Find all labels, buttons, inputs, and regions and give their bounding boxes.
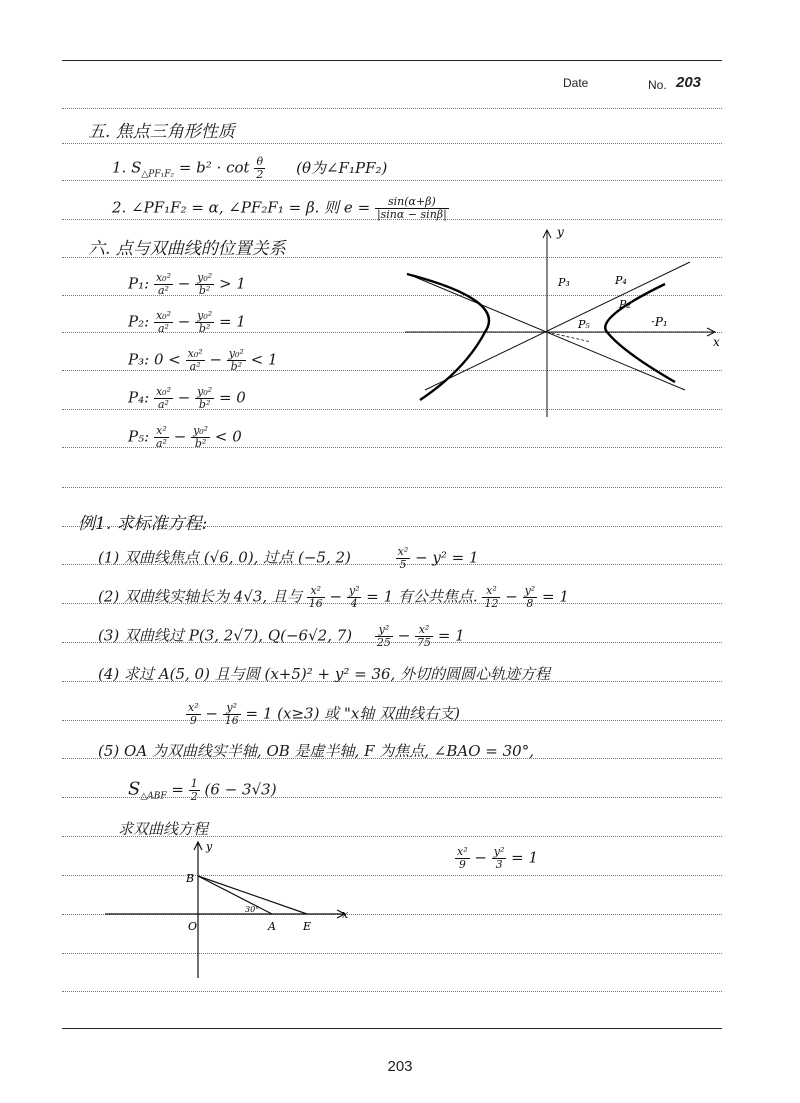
- point-e-label: E: [303, 920, 312, 933]
- question-5-task: 求双曲线方程: [118, 820, 209, 838]
- ruled-line: [62, 143, 722, 144]
- section5-title: 五. 焦点三角形性质: [88, 122, 235, 142]
- top-rule: [62, 60, 722, 61]
- position-row-p4: P₄: $\frac{\text{x₀²}}{\text{a²}}$ − $\frac{\text{y₀²}}{\text{b²}}$ = 0: [128, 385, 246, 411]
- question-5: (5) OA 为双曲线实半轴, OB 是虚半轴, F 为焦点, ∠BAO = 30°,: [98, 742, 534, 760]
- hyperbola-left-branch: [407, 274, 489, 400]
- property1: 1. $S_{\triangle PF_1F_2} = b^2 \cdot \cot$ $\frac{\theta}{2}$ (θ为∠F₁PF₂): [112, 155, 388, 181]
- position-row-p1: P₁: $\frac{\text{x₀²}}{\text{a²}}$ − $\frac{\text{y₀²}}{\text{b²}}$ > 1: [128, 271, 246, 297]
- handwritten-page-number: 203: [676, 74, 702, 91]
- point-a-label: A: [268, 920, 276, 933]
- hyperbola-right-branch: [605, 284, 675, 382]
- ruled-line: [62, 991, 722, 992]
- position-row-p3: P₃: 0 < $\frac{\text{x₀²}}{\text{a²}}$ − $\frac{\text{y₀²}}{\text{b²}}$ < 1: [128, 347, 278, 373]
- question-5-answer: $\frac{\text{x²}}{9}$ − $\frac{\text{y²}}{3}$ = 1: [457, 845, 539, 871]
- segment-ba: [198, 876, 272, 914]
- angle-label: 30°: [245, 905, 260, 914]
- question-1: (1) 双曲线焦点 (√6, 0), 过点 (−5, 2) $\frac{\text{x²}}{5}$ − y² = 1: [98, 545, 479, 571]
- question-3: (3) 双曲线过 P(3, 2√7), Q(−6√2, 7) $\frac{\text{y²}}{25}$ − $\frac{\text{x²}}{75}$ = 1: [98, 623, 465, 649]
- origin-label: O: [188, 920, 198, 933]
- point-p4-label: P₄: [615, 274, 627, 287]
- date-label: Date: [563, 76, 589, 90]
- question-4-answer: $\frac{\text{x²}}{9}$ − $\frac{\text{y²}}{16}$ = 1 (x≥3) 或 "x轴 双曲线右支): [188, 701, 460, 727]
- question-4: (4) 求过 A(5, 0) 且与圆 (x+5)² + y² = 36, 外切的圆圆心轨迹方程: [98, 665, 551, 683]
- page-number: 203: [387, 1058, 413, 1075]
- point-p3-label: P₃: [558, 276, 570, 289]
- position-row-p2: P₂: $\frac{\text{x₀²}}{\text{a²}}$ − $\frac{\text{y₀²}}{\text{b²}}$ = 1: [128, 309, 246, 335]
- point-p5-label: P₅: [578, 318, 590, 331]
- no-label: No.: [648, 78, 667, 92]
- question-2: (2) 双曲线实轴长为 4√3, 且与 $\frac{\text{x²}}{16}$ − $\frac{\text{y²}}{4}$ = 1 有公共焦点. $\frac{\text{x²}}{12}$ − $\frac{\text{y²}}{8}$ = 1: [98, 584, 569, 610]
- x-axis-label: x: [342, 908, 349, 921]
- guide-line: [547, 332, 591, 342]
- hyperbola-diagram: [395, 222, 725, 422]
- y-axis-label: y: [557, 225, 564, 239]
- question-5-area: $S_{\triangle ABF}$ = $\frac{1}{2}$ (6 − 3√3): [128, 777, 277, 803]
- ruled-line: [62, 108, 722, 109]
- example-title: 例1. 求标准方程:: [78, 514, 208, 534]
- point-p1-label: ·P₁: [651, 315, 668, 329]
- y-axis-label: y: [206, 840, 213, 853]
- x-axis-label: x: [713, 335, 720, 349]
- property2: 2. ∠PF₁F₂ = α, ∠PF₂F₁ = β. 则 e = $\frac{\sin(\alpha+\beta)}{|\sin\alpha - \sin\beta|}$: [112, 195, 447, 221]
- point-b-label: B: [186, 872, 195, 885]
- ruled-line: [62, 487, 722, 488]
- position-row-p5: P₅: $\frac{\text{x²}}{\text{a²}}$ − $\frac{\text{y₀²}}{\text{b²}}$ < 0: [128, 424, 242, 450]
- point-p2-label: P₂: [619, 298, 631, 311]
- bottom-rule: [62, 1028, 722, 1029]
- triangle-diagram: [100, 838, 360, 983]
- section6-title: 六. 点与双曲线的位置关系: [88, 239, 286, 259]
